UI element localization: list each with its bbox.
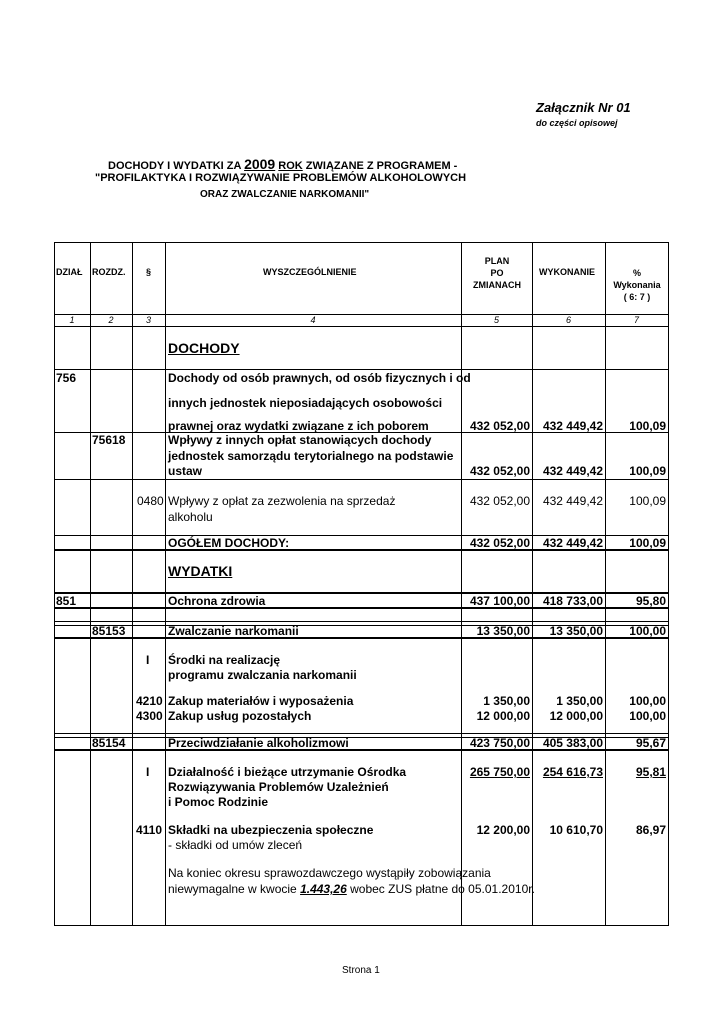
col-number: 4: [310, 315, 316, 325]
col-header-dzial: DZIAŁ: [56, 267, 83, 277]
desc-75618-line1: Wpływy z innych opłat stanowiących dochody: [168, 433, 432, 447]
document-title-line2: "PROFILAKTYKA I ROZWIĄZYWANIE PROBLEMÓW ALKOHOLOWYCH: [95, 172, 467, 184]
pct-i-85154: 95,81: [635, 765, 666, 779]
col-header-paragraph: §: [146, 267, 152, 277]
note-line2: niewymagalne w kwocie 1.443,26 wobec ZUS płatne do 05.01.2010r.: [168, 882, 535, 896]
col-number: 1: [69, 315, 75, 325]
total-income-label: OGÓŁEM DOCHODY:: [168, 536, 290, 550]
col-number: 7: [633, 315, 639, 325]
par-0480: 0480: [137, 494, 164, 508]
wyk-0480: 432 449,42: [542, 494, 603, 508]
col-number: 2: [108, 315, 114, 325]
desc-4210: Zakup materiałów i wyposażenia: [168, 694, 354, 708]
desc-85153: Zwalczanie narkomanii: [168, 624, 299, 638]
plan-756: 432 052,00: [469, 419, 530, 433]
total-income-wyk: 432 449,42: [542, 536, 603, 550]
par-4110: 4110: [136, 823, 163, 837]
desc-4110: Składki na ubezpieczenia społeczne: [168, 823, 374, 837]
total-income-plan: 432 052,00: [469, 536, 530, 550]
desc-i-85154-line1: Działalność i bieżące utrzymanie Ośrodka: [168, 765, 407, 779]
section-wydatki: WYDATKI: [168, 563, 233, 579]
annex-subtitle: do części opisowej: [536, 118, 618, 128]
desc-851: Ochrona zdrowia: [168, 594, 266, 608]
desc-i-85154-line2: Rozwiązywania Problemów Uzależnień: [168, 780, 389, 794]
col-header-rozdz: ROZDZ.: [92, 267, 126, 277]
par-i-85154: I: [146, 765, 150, 779]
desc-i-85153-line2: programu zwalczania narkomanii: [168, 668, 357, 682]
par-4210: 4210: [136, 694, 163, 708]
col-header-plan: PLAN PO ZMIANACH: [473, 256, 521, 290]
pct-85153: 100,00: [629, 624, 666, 638]
desc-756-line2: innych jednostek nieposiadających osobowości: [168, 396, 443, 410]
page-number: Strona 1: [342, 965, 380, 976]
rozdz-85154: 85154: [92, 736, 126, 750]
par-i-85153: I: [146, 653, 150, 667]
plan-85154: 423 750,00: [469, 736, 530, 750]
pct-4300: 100,00: [629, 709, 666, 723]
wyk-85153: 13 350,00: [549, 624, 603, 638]
desc-75618-line3: ustaw: [168, 464, 203, 478]
document-title-line1: DOCHODY I WYDATKI ZA 2009 ROK ZWIĄZANE Z PROGRAMEM -: [108, 156, 458, 172]
plan-85153: 13 350,00: [476, 624, 530, 638]
col-number: 3: [145, 315, 151, 325]
annex-title: Załącznik Nr 01: [536, 100, 631, 115]
plan-4110: 12 200,00: [476, 823, 530, 837]
wyk-75618: 432 449,42: [542, 464, 603, 478]
pct-851: 95,80: [635, 594, 666, 608]
pct-756: 100,09: [629, 419, 666, 433]
col-header-wykonanie: WYKONANIE: [539, 267, 595, 277]
plan-0480: 432 052,00: [469, 494, 530, 508]
pct-4210: 100,00: [629, 694, 666, 708]
desc-4300: Zakup usług pozostałych: [168, 709, 312, 723]
par-4300: 4300: [136, 709, 163, 723]
rozdz-85153: 85153: [92, 624, 126, 638]
desc-756-line3: prawnej oraz wydatki związane z ich poborem: [168, 419, 429, 433]
col-header-description: WYSZCZEGÓLNIENIE: [263, 267, 357, 277]
desc-756-line1: Dochody od osób prawnych, od osób fizycznych i od: [168, 371, 471, 385]
plan-75618: 432 052,00: [469, 464, 530, 478]
wyk-851: 418 733,00: [542, 594, 603, 608]
wyk-4210: 1 350,00: [556, 694, 603, 708]
pct-85154: 95,67: [635, 736, 666, 750]
wyk-756: 432 449,42: [542, 419, 603, 433]
wyk-85154: 405 383,00: [542, 736, 603, 750]
total-income-pct: 100,09: [629, 536, 666, 550]
rozdz-75618: 75618: [92, 433, 126, 447]
section-dochody: DOCHODY: [168, 340, 240, 356]
wyk-4110: 10 610,70: [549, 823, 603, 837]
note-amount: 1.443,26: [300, 882, 347, 896]
note-line1: Na koniec okresu sprawozdawczego wystąpiły zobowiązania: [168, 866, 491, 880]
pct-0480: 100,09: [629, 494, 666, 508]
title-year: 2009: [244, 156, 276, 172]
pct-75618: 100,09: [629, 464, 666, 478]
col-number: 6: [565, 315, 571, 325]
dzial-756: 756: [56, 371, 77, 385]
desc-0480-line1: Wpływy z opłat za zezwolenia na sprzedaż: [168, 494, 396, 508]
plan-4300: 12 000,00: [476, 709, 530, 723]
col-number: 5: [493, 315, 499, 325]
dzial-851: 851: [56, 594, 77, 608]
desc-75618-line2: jednostek samorządu terytorialnego na podstawie: [168, 449, 454, 463]
plan-851: 437 100,00: [469, 594, 530, 608]
plan-i-85154: 265 750,00: [469, 765, 530, 779]
wyk-4300: 12 000,00: [549, 709, 603, 723]
document-title-line3: ORAZ ZWALCZANIE NARKOMANII": [200, 189, 370, 200]
desc-0480-line2: alkoholu: [168, 510, 213, 524]
desc-4110-sub: - składki od umów zleceń: [168, 838, 303, 852]
plan-4210: 1 350,00: [483, 694, 530, 708]
pct-4110: 86,97: [635, 823, 666, 837]
col-header-percent: % Wykonania ( 6: 7 ): [613, 268, 661, 302]
desc-i-85154-line3: i Pomoc Rodzinie: [168, 795, 269, 809]
desc-85154: Przeciwdziałanie alkoholizmowi: [168, 736, 349, 750]
desc-i-85153-line1: Środki na realizację: [168, 653, 281, 667]
wyk-i-85154: 254 616,73: [542, 765, 603, 779]
